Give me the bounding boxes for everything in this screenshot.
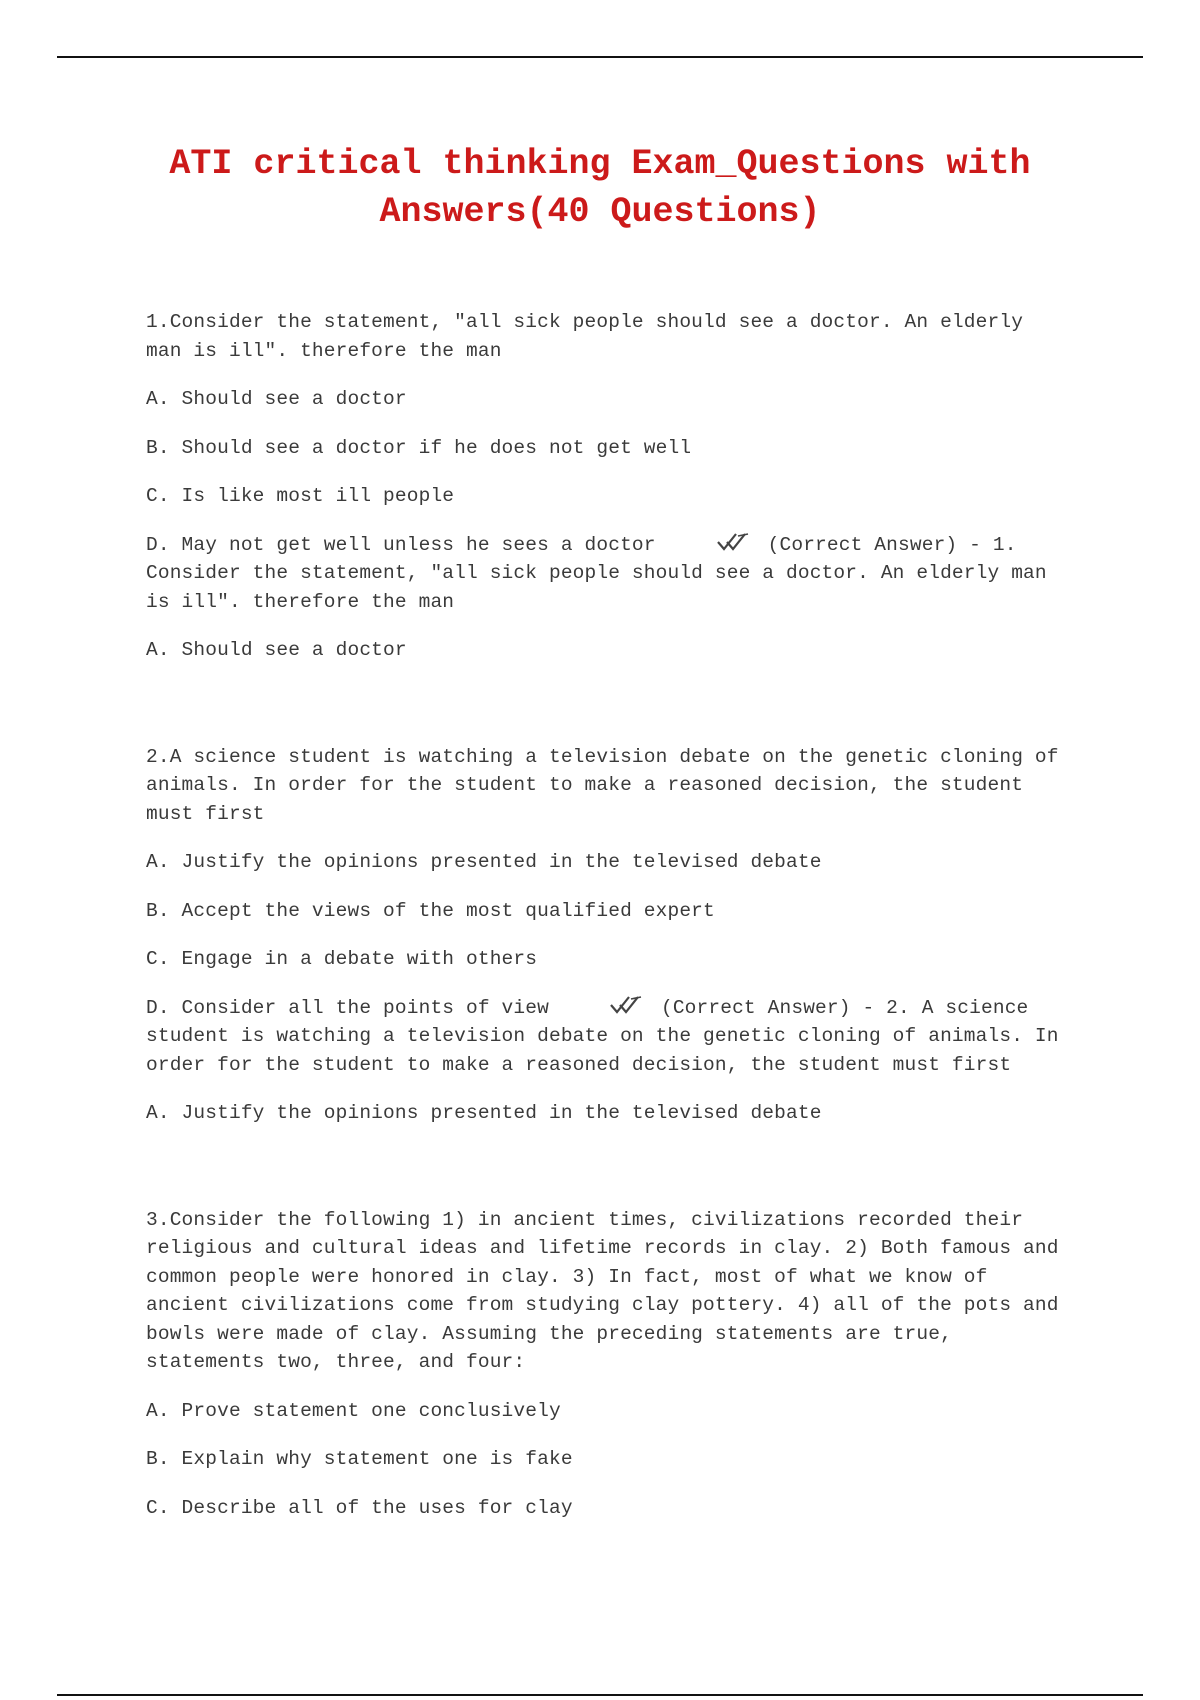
- option-a: A. Justify the opinions presented in the televised debate: [146, 851, 822, 873]
- option-c: C. Is like most ill people: [146, 485, 455, 507]
- question-1: [146, 308, 1066, 665]
- repeated-question-text: - 1. Consider the statement, "all sick people should see a doctor. An elderly man is ill". therefore the man: [146, 533, 1059, 613]
- question-stem: 1.Consider the statement, "all sick people should see a doctor. An elderly man is ill". therefore the man: [146, 311, 1035, 362]
- option-a: A. Should see a doctor: [146, 388, 407, 410]
- document-title: ATI critical thinking Exam_Questions with Answers(40 Questions): [169, 144, 1031, 232]
- correct-answer-label: (Correct Answer): [660, 996, 851, 1019]
- correct-answer-block: [146, 994, 1071, 1080]
- repeated-question-text: - 2. A science student is watching a television debate on the genetic cloning of animals. In order for the student to make a reasoned decision, the student must first: [146, 996, 1071, 1076]
- option-b: B. Explain why statement one is fake: [146, 1448, 573, 1470]
- question-stem: 3.Consider the following 1) in ancient times, civilizations recorded their religious and cultural ideas and lifetime records in clay. 2) Both famous and common people were honored in clay. 3) In fact, most of what we know of ancient civilizations come from studying clay pottery. 4) all of the pots and bowls were made of clay. Assuming the preceding statements are true, statements two, three, and four:: [146, 1208, 1071, 1373]
- option-c: C. Describe all of the uses for clay: [146, 1496, 573, 1519]
- double-checkmark-icon: [609, 995, 643, 1015]
- repeated-option-a: A. Should see a doctor: [146, 639, 407, 661]
- repeated-option-a: A. Justify the opinions presented in the televised debate: [146, 1102, 822, 1124]
- option-b: B. Should see a doctor if he does not get well: [146, 436, 692, 459]
- question-stem: 2.A science student is watching a television debate on the genetic cloning of animals. In order for the student to make a reasoned decision, the student must first: [146, 745, 1071, 825]
- option-d: D. May not get well unless he sees a doctor: [146, 533, 656, 556]
- question-3: [146, 1206, 1071, 1523]
- question-2: [146, 743, 1071, 1128]
- double-checkmark-icon: [716, 532, 750, 552]
- correct-answer-label: (Correct Answer): [767, 533, 958, 556]
- footer-rule: [57, 1694, 1143, 1696]
- option-d: D. Consider all the points of view: [146, 996, 549, 1019]
- question-spacer: [146, 1148, 1066, 1206]
- correct-answer-block: [146, 531, 1066, 617]
- option-a: A. Prove statement one conclusively: [146, 1399, 561, 1422]
- header-rule: [57, 56, 1143, 58]
- question-spacer: [146, 685, 1066, 743]
- document-body: [146, 308, 1071, 1542]
- option-c: C. Engage in a debate with others: [146, 948, 538, 970]
- option-b: B. Accept the views of the most qualified expert: [146, 899, 715, 922]
